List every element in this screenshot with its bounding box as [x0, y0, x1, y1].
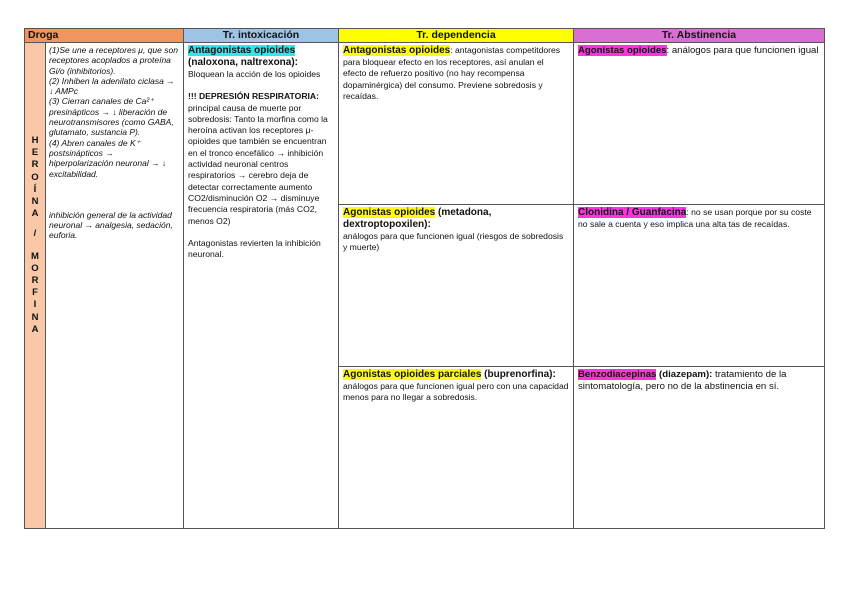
drug-letter: I	[33, 299, 37, 311]
dependencia-cell-2	[338, 204, 574, 367]
intox-warning-body: principal causa de muerte por sobredosis: Tanto la morfina como la heroína activan los receptores μ-opioides que también se encuentran en el tronco encefálico → inhibición actividad neuronal centros respiratorios → cerebro deja de detectar correctamente aumento CO2/disminución O2 → disminuye frecuencia respiratoria (más CO2, menos O2)	[188, 102, 328, 226]
dependencia-cell-3	[338, 366, 574, 529]
drug-letter: A	[31, 323, 39, 335]
drug-letter: E	[31, 147, 39, 159]
abstinencia-1-title: Agonistas opioides	[578, 45, 667, 56]
abstinencia-cell-3	[573, 366, 825, 529]
abstinencia-cell-2	[573, 204, 825, 367]
dependencia-3-title: Agonistas opioides parciales	[343, 369, 482, 380]
drug-letter: /	[33, 228, 37, 240]
header-intox-label: Tr. intoxicación	[222, 29, 300, 41]
abstinencia-2-body: : no se usan porque por su coste no sale a cuenta y eso implica una alta tas de recaídas.	[578, 207, 812, 229]
mechanism-step-3: (3) Cierran canales de Ca²⁺ presinápticos → ↓ liberación de neurotransmisores (como GABA, glutamato, sustancia P).	[49, 96, 174, 138]
intox-desc: Bloquean la acción de los opioides	[188, 69, 321, 79]
header-intox	[183, 28, 339, 43]
drug-letter: N	[31, 311, 39, 323]
header-droga	[24, 28, 184, 43]
drug-letter: O	[31, 171, 39, 183]
drug-letter: Í	[33, 183, 37, 195]
abstinencia-3-body: tratamiento de la sintomatología, pero no de la abstinencia en sí.	[578, 369, 787, 392]
drug-letter: M	[31, 250, 39, 262]
drug-name-cell	[24, 42, 46, 529]
intox-warning-title: !!! DEPRESIÓN RESPIRATORIA:	[188, 91, 319, 102]
drug-letter: O	[31, 262, 39, 274]
dependencia-3-body: análogos para que funcionen igual pero con una capacidad menos para no llegar a sobredosis.	[343, 381, 569, 403]
drug-letter: A	[31, 208, 39, 220]
dependencia-1-title: Antagonistas opioides	[343, 45, 451, 56]
drug-letter: R	[31, 159, 39, 171]
intox-cell	[183, 42, 339, 529]
mechanism-cell	[45, 42, 184, 529]
drug-letter: N	[31, 196, 39, 208]
abstinencia-3-extra: (diazepam):	[656, 369, 713, 380]
dependencia-1-body: : antagonistas competitdores para bloquear efecto en los receptores, así anulan el efecto de refuerzo positivo (no hay recompensa dopaminérgica) del consumo. Previene sobredosis y recaídas.	[343, 45, 561, 101]
drug-letter: R	[31, 275, 39, 287]
abstinencia-cell-1	[573, 42, 825, 205]
mechanism-step-4: (4) Abren canales de K⁺ postsinápticos → hiperpolarización neuronal → ↓ excitabilidad.	[49, 137, 167, 179]
header-dependencia-label: Tr. dependencia	[416, 29, 496, 41]
intox-subtitle: (naloxona, naltrexona):	[188, 57, 299, 68]
dependencia-2-extra: (metadona, dextroptopoxilen):	[343, 207, 492, 230]
header-abstinencia	[573, 28, 825, 43]
mechanism-step-1: (1)Se une a receptores μ, que son receptores acoplados a proteína Gi/o (inhibitorios).	[49, 45, 178, 76]
dependencia-cell-1	[338, 42, 574, 205]
header-droga-label: Droga	[28, 29, 59, 41]
abstinencia-2-title: Clonidina / Guanfacina	[578, 207, 687, 218]
dependencia-2-title: Agonistas opioides	[343, 207, 436, 218]
header-abstinencia-label: Tr. Abstinencia	[661, 29, 737, 41]
abstinencia-1-body: : análogos para que funcionen igual	[666, 45, 819, 56]
dependencia-2-body: análogos para que funcionen igual (riesgos de sobredosis y muerte)	[343, 231, 564, 253]
mechanism-summary: inhibición general de la actividad neuronal → analgesia, sedación, euforia.	[49, 209, 173, 241]
intox-title: Antagonistas opioides	[188, 45, 296, 56]
intox-footer: Antagonistas revierten la inhibición neuronal.	[188, 237, 321, 260]
mechanism-step-2: (2) Inhiben la adenilato ciclasa → ↓ AMPc	[49, 75, 175, 97]
drug-letter: F	[32, 287, 38, 299]
header-dependencia	[338, 28, 574, 43]
drug-letter: H	[31, 135, 39, 146]
dependencia-3-extra: (buprenorfina):	[481, 369, 556, 380]
abstinencia-3-title: Benzodiacepinas	[578, 369, 657, 380]
